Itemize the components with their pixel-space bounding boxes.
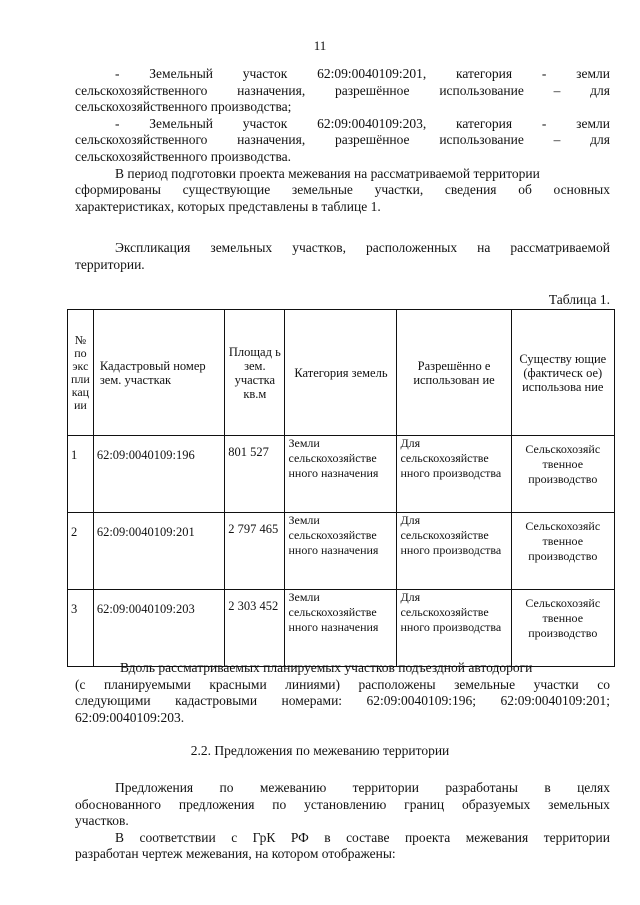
paragraph-road	[75, 660, 610, 726]
table-row	[68, 590, 615, 667]
word: со	[597, 676, 610, 692]
word: территории.	[75, 256, 145, 272]
word: разработаны	[445, 780, 518, 795]
table-cell: Сельскохозяйс твенное производство	[511, 436, 614, 513]
word: сельскохозяйственного	[75, 82, 208, 98]
table-cell: Земли сельскохозяйстве нного назначения	[285, 436, 397, 513]
text-line	[75, 660, 610, 677]
table-cell: 2 797 465	[225, 513, 285, 590]
word: сельскохозяйственного производства;	[75, 99, 292, 115]
word: Вдоль рассматриваемых планируемых участков подъездной автодороги	[120, 660, 533, 675]
word: участки,	[374, 182, 424, 198]
word: Экспликация	[115, 240, 191, 255]
word: целях	[577, 780, 610, 795]
table-header-cell: Категория земель	[285, 310, 397, 436]
table-body	[68, 436, 615, 667]
word: основных	[553, 182, 610, 198]
table-header-cell: Кадастровый номер зем. участкак	[93, 310, 224, 436]
word: земельных	[210, 240, 273, 255]
text-line	[75, 846, 610, 863]
text-line	[75, 797, 610, 814]
text-line	[75, 710, 610, 727]
word: существующие	[182, 182, 271, 198]
word: –	[553, 82, 561, 98]
word: проекта	[404, 829, 451, 845]
word: Земельный	[149, 66, 213, 81]
table-header-cell: Площад ь зем. участка кв.м	[225, 310, 285, 436]
word: назначения,	[237, 82, 306, 98]
table-cell: 2	[68, 513, 94, 590]
word: образуемых	[461, 796, 531, 812]
text-line	[75, 693, 610, 710]
word: планируемыми	[103, 676, 191, 692]
word: Предложения	[115, 780, 194, 795]
word: красными	[209, 676, 267, 692]
word: об	[518, 182, 532, 198]
land-plots-table	[67, 309, 615, 667]
text-line	[75, 132, 610, 149]
word: -	[541, 115, 547, 131]
word: участков.	[75, 813, 129, 829]
table-cell: 3	[68, 590, 94, 667]
word: границ	[404, 796, 445, 812]
word: земли	[576, 66, 610, 81]
table-cell: Земли сельскохозяйстве нного назначения	[285, 513, 397, 590]
table-row	[68, 513, 615, 590]
word: с	[231, 829, 238, 845]
word: участков,	[292, 240, 346, 255]
word: 62:09:0040109:196;	[366, 693, 477, 709]
word: участок	[242, 66, 288, 81]
word: на	[477, 240, 491, 255]
word: 62:09:0040109:203.	[75, 709, 185, 725]
word: земли	[576, 115, 610, 131]
word: межевания	[465, 829, 529, 845]
table-header-cell: № по экс пли кац ии	[68, 310, 94, 436]
word: разработан чертеж межевания, на котором отображены:	[75, 846, 396, 862]
table-cell: 801 527	[225, 436, 285, 513]
text-line	[75, 83, 610, 100]
text-line	[75, 257, 610, 274]
table-cell: 1	[68, 436, 94, 513]
word: по	[219, 780, 234, 795]
table-cell: 62:09:0040109:196	[93, 436, 224, 513]
paragraph-land-plots	[75, 66, 610, 215]
word: 62:09:0040109:201;	[500, 693, 610, 709]
word: кадастровыми	[175, 693, 258, 709]
word: участок	[242, 115, 288, 131]
word: рассматриваемой	[510, 240, 610, 255]
word: использование	[439, 82, 524, 98]
word: для	[590, 82, 610, 98]
text-line	[75, 199, 610, 216]
word: –	[553, 132, 561, 148]
text-line	[75, 240, 610, 257]
paragraph-explication	[75, 240, 610, 273]
word: РФ	[290, 829, 309, 845]
table-cell: Земли сельскохозяйстве нного назначения	[285, 590, 397, 667]
word: 62:09:0040109:201,	[317, 66, 427, 81]
table-cell: Сельскохозяйс твенное производство	[511, 590, 614, 667]
word: земельных	[548, 796, 610, 812]
word: категория	[456, 66, 513, 81]
table-cell: 2 303 452	[225, 590, 285, 667]
word: разрешённое	[334, 82, 410, 98]
text-line	[75, 166, 610, 183]
word: -	[541, 66, 547, 81]
table-row	[68, 436, 615, 513]
word: характеристиках, которых представлены в таблице 1.	[75, 198, 381, 214]
word: линиями)	[285, 676, 341, 692]
table-header-cell: Существу ющие (фактическ ое) использова ние	[511, 310, 614, 436]
table-cell: Для сельскохозяйстве нного производства	[397, 590, 511, 667]
word: использование	[439, 132, 524, 148]
word: составе	[346, 829, 390, 845]
word: земельные	[454, 676, 516, 692]
word: категория	[456, 115, 513, 131]
word: Земельный	[149, 115, 213, 131]
text-line	[75, 780, 610, 797]
paragraph-proposals	[75, 780, 610, 863]
word: расположены	[358, 676, 436, 692]
word: В период подготовки проекта межевания на рассматриваемой территории	[115, 165, 540, 181]
word: назначения,	[237, 132, 306, 148]
text-line	[75, 813, 610, 830]
word: сельскохозяйственного	[75, 132, 208, 148]
word: по	[272, 796, 287, 812]
text-line	[75, 66, 610, 83]
word: межеванию	[259, 780, 327, 795]
table-cell: Для сельскохозяйстве нного производства	[397, 436, 511, 513]
word: территории	[543, 829, 610, 845]
word: территории	[352, 780, 419, 795]
word: сформированы	[75, 182, 161, 198]
table-header-row	[68, 310, 615, 436]
text-line	[75, 99, 610, 116]
word: предложения	[178, 796, 255, 812]
word: в	[544, 780, 551, 795]
word: участки	[533, 676, 579, 692]
word: для	[590, 132, 610, 148]
text-line	[75, 830, 610, 847]
word: сельскохозяйственного производства.	[75, 148, 292, 164]
page-number: 11	[313, 38, 327, 53]
text-line	[75, 116, 610, 133]
word: в	[324, 829, 331, 845]
table-caption: Таблица 1.	[548, 292, 610, 307]
table-header-cell: Разрешённо е использован ие	[397, 310, 511, 436]
text-line	[75, 149, 610, 166]
table-cell: Сельскохозяйс твенное производство	[511, 513, 614, 590]
word: разрешённое	[334, 132, 410, 148]
word: следующими	[75, 693, 151, 709]
section-title: 2.2. Предложения по межеванию территории	[190, 743, 450, 758]
word: (с	[75, 676, 86, 692]
text-line	[75, 677, 610, 694]
word: расположенных	[366, 240, 458, 255]
text-line	[75, 182, 610, 199]
table-cell: Для сельскохозяйстве нного производства	[397, 513, 511, 590]
word: -	[115, 115, 120, 131]
word: номерами:	[281, 693, 343, 709]
word: ГрК	[252, 829, 276, 845]
word: сведения	[444, 182, 497, 198]
word: установлению	[304, 796, 387, 812]
table-cell: 62:09:0040109:203	[93, 590, 224, 667]
word: земельные	[291, 182, 353, 198]
word: В	[115, 829, 125, 845]
word: -	[115, 66, 120, 81]
table-cell: 62:09:0040109:201	[93, 513, 224, 590]
word: обоснованного	[75, 796, 162, 812]
word: 62:09:0040109:203,	[317, 115, 427, 131]
word: соответствии	[139, 829, 216, 845]
